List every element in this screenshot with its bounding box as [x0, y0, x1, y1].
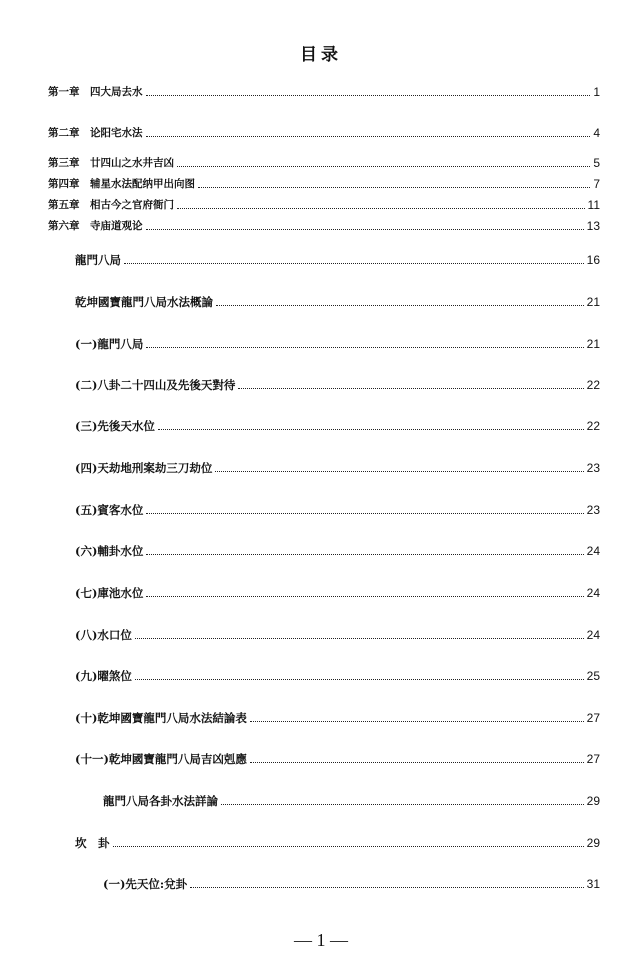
toc-entry-label: (二)八卦二十四山及先後天對待 [75, 378, 236, 392]
dot-leader [146, 346, 583, 348]
dot-leader [221, 803, 584, 805]
toc-entry[interactable] [103, 792, 600, 808]
dot-leader [146, 595, 583, 597]
toc-entry-page: 22 [586, 419, 600, 433]
toc-entry-label: 第三章 廿四山之水井吉凶 [48, 157, 174, 169]
toc-entry-page: 16 [586, 253, 600, 267]
toc-entry-page: 24 [586, 628, 600, 642]
toc-entry[interactable] [75, 417, 600, 433]
dot-leader [146, 553, 583, 555]
toc-entry[interactable] [75, 251, 600, 267]
toc-entry-label: (一)龍門八局 [75, 337, 144, 351]
toc-entry-page: 5 [593, 156, 600, 170]
toc-entry[interactable] [75, 459, 600, 475]
toc-entry-page: 24 [586, 544, 600, 558]
toc-entry-page: 31 [586, 877, 600, 891]
toc-entry[interactable] [75, 834, 600, 850]
toc-entry[interactable] [75, 501, 600, 517]
toc-entry[interactable] [75, 709, 600, 725]
dot-leader [146, 512, 583, 514]
toc-entry-label: 第五章 相古今之官府衙门 [48, 199, 174, 211]
dot-leader [135, 637, 584, 639]
toc-entry[interactable] [48, 124, 600, 140]
dot-leader [238, 387, 583, 389]
toc-entry-page: 13 [586, 219, 600, 233]
toc-entry[interactable] [75, 584, 600, 600]
toc-entry-page: 25 [586, 669, 600, 683]
dot-leader [146, 228, 584, 230]
toc-entry[interactable] [75, 542, 600, 558]
toc-entry[interactable] [103, 875, 600, 891]
toc-entry-label: (九)曜煞位 [75, 669, 132, 683]
toc-entry[interactable] [48, 154, 600, 170]
toc-entry-label: (六)輔卦水位 [75, 544, 144, 558]
toc-entry-label: (三)先後天水位 [75, 419, 155, 433]
toc-entry-page: 1 [593, 85, 600, 99]
page-title: 目录 [300, 45, 342, 65]
toc-entry-page: 22 [586, 378, 600, 392]
toc-entry-page: 27 [586, 752, 600, 766]
toc-entry-page: 21 [586, 337, 600, 351]
toc-entry-page: 29 [586, 836, 600, 850]
dot-leader [135, 678, 584, 680]
toc-entry[interactable] [75, 626, 600, 642]
toc-entry[interactable] [48, 196, 600, 212]
toc-entry[interactable] [48, 83, 600, 99]
toc-entry-label: 乾坤國寶龍門八局水法概論 [75, 295, 213, 309]
dot-leader [177, 207, 585, 209]
toc-entry-page: 21 [586, 295, 600, 309]
toc-entry-page: 24 [586, 586, 600, 600]
toc-entry-label: 第二章 论阳宅水法 [48, 127, 143, 139]
toc-entry[interactable] [75, 750, 600, 766]
dot-leader [158, 428, 584, 430]
dot-leader [216, 304, 584, 306]
toc-entry-page: 23 [586, 503, 600, 517]
toc-entry-page: 27 [586, 711, 600, 725]
dot-leader [198, 186, 590, 188]
toc-entry-label: 坎 卦 [75, 836, 110, 850]
toc-entry-label: 第四章 辅星水法配纳甲出向图 [48, 178, 195, 190]
toc-entry-page: 23 [586, 461, 600, 475]
toc-entry-label: (一)先天位:兌卦 [103, 877, 188, 891]
toc-entry-page: 11 [587, 198, 600, 212]
toc-entry-label: 第六章 寺庙道观论 [48, 220, 143, 232]
toc-entry-page: 7 [593, 177, 600, 191]
toc-entry-label: 第一章 四大局去水 [48, 86, 143, 98]
toc-entry-page: 4 [593, 126, 600, 140]
toc-entry-label: 龍門八局 [75, 253, 121, 267]
dot-leader [146, 135, 591, 137]
toc-entry[interactable] [75, 335, 600, 351]
dot-leader [215, 470, 583, 472]
toc-entry-label: (十一)乾坤國寶龍門八局吉凶剋應 [75, 752, 247, 766]
dot-leader [146, 94, 591, 96]
toc-entry-label: (八)水口位 [75, 628, 132, 642]
toc-entry-page: 29 [586, 794, 600, 808]
toc-entry-label: (四)天劫地刑案劫三刀劫位 [75, 461, 213, 475]
toc-entry-label: (十)乾坤國寶龍門八局水法結論表 [75, 711, 247, 725]
dot-leader [250, 720, 584, 722]
dot-leader [190, 886, 584, 888]
toc-entry[interactable] [75, 376, 600, 392]
dot-leader [250, 761, 584, 763]
toc-entry-label: 龍門八局各卦水法詳論 [103, 794, 218, 808]
toc-entry-label: (五)賓客水位 [75, 503, 144, 517]
toc-entry-label: (七)庫池水位 [75, 586, 144, 600]
dot-leader [177, 165, 590, 167]
toc-entry[interactable] [48, 175, 600, 191]
dot-leader [113, 845, 584, 847]
toc-entry[interactable] [75, 667, 600, 683]
toc-entry[interactable] [75, 293, 600, 309]
page-number-footer: — 1 — [294, 930, 348, 950]
dot-leader [124, 262, 584, 264]
toc-entry[interactable] [48, 217, 600, 233]
